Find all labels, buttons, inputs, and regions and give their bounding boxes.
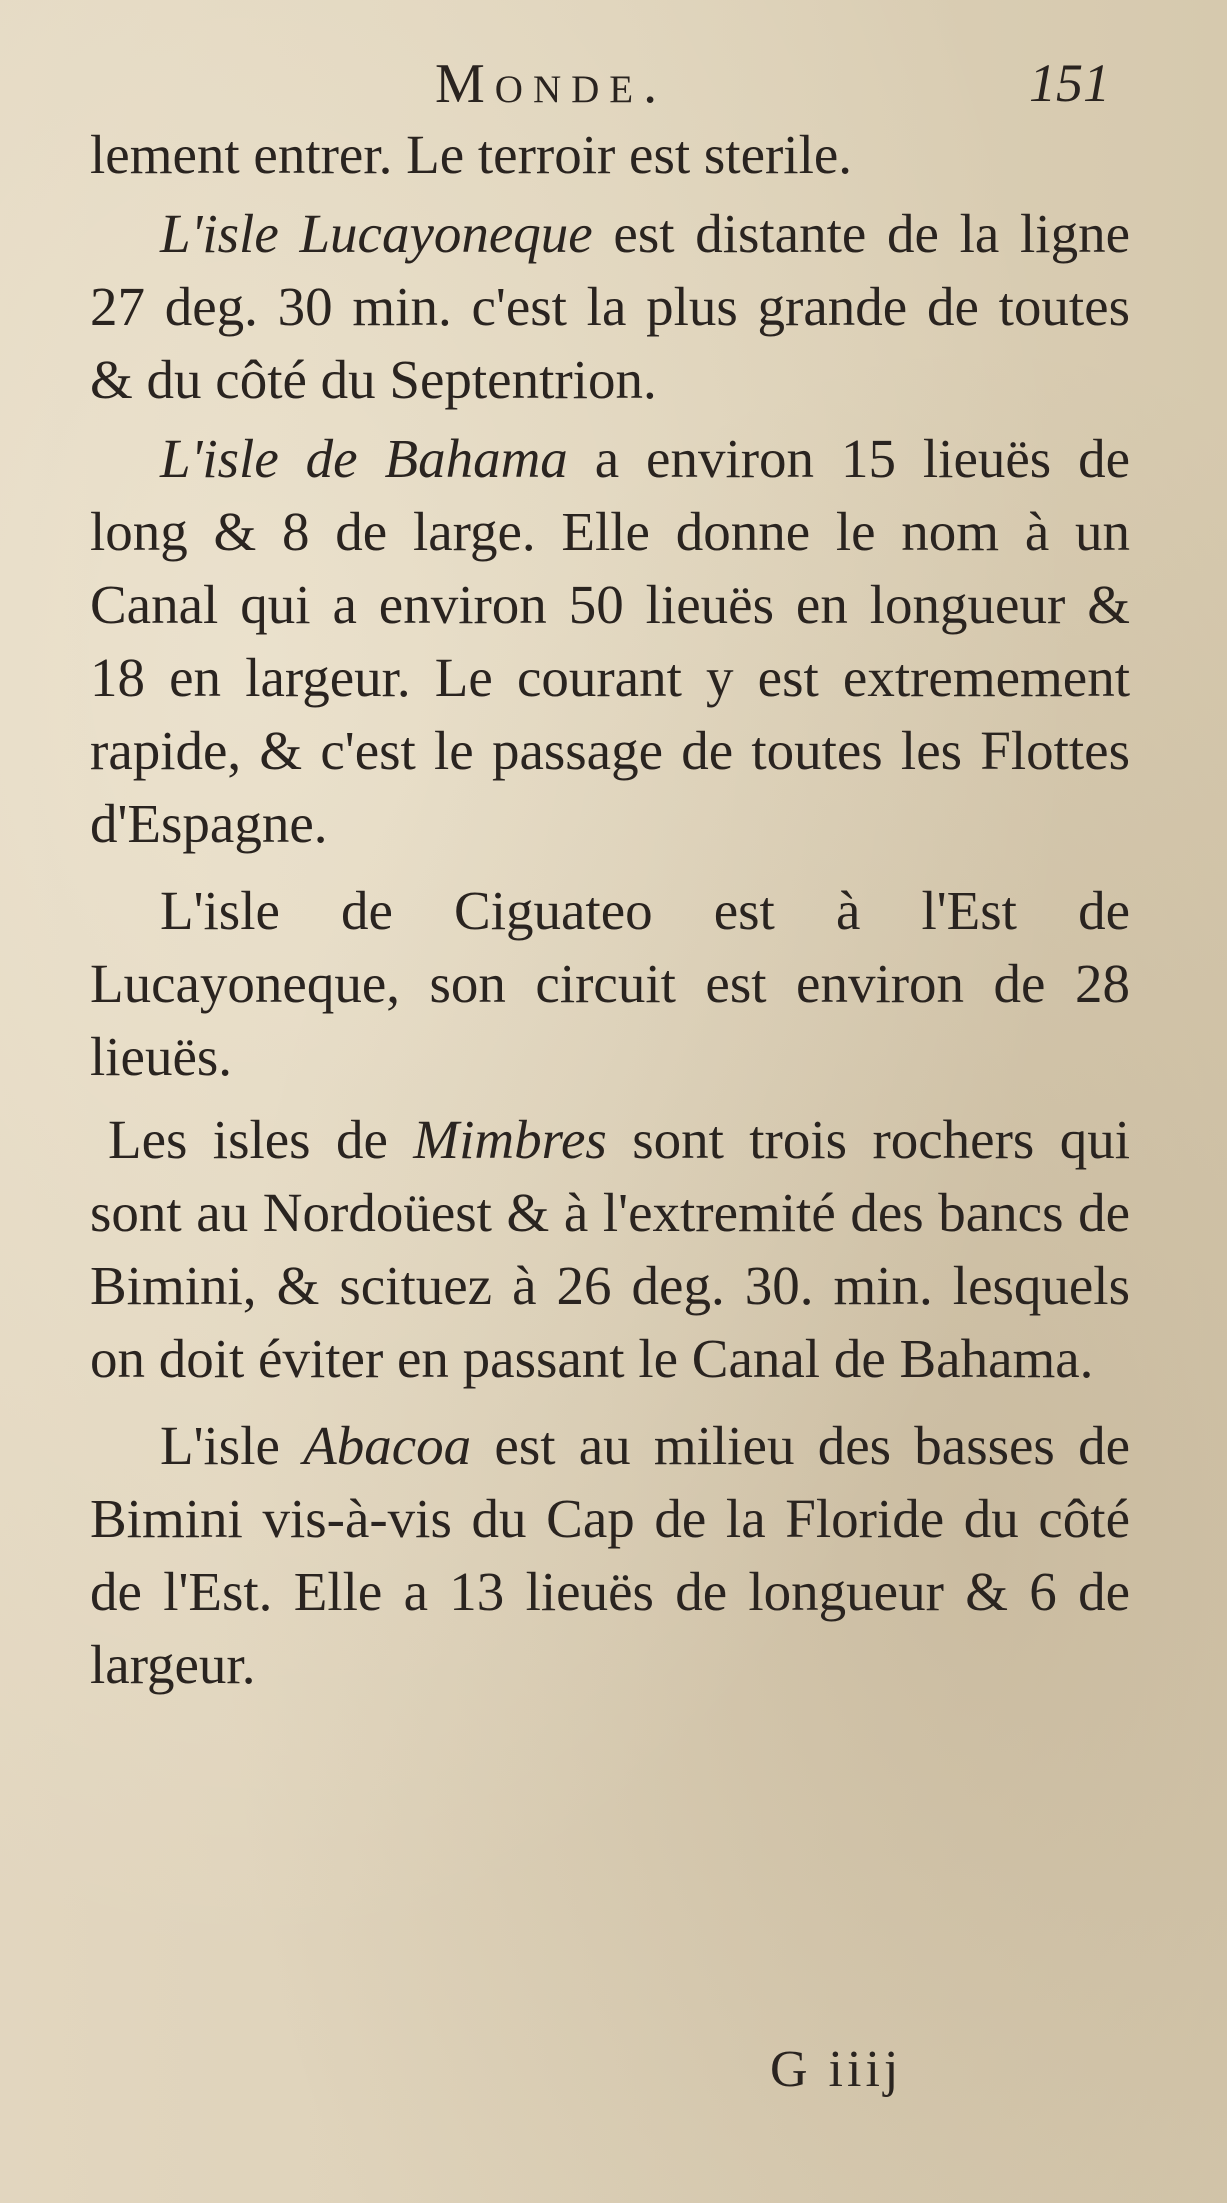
- page-header: [90, 52, 1130, 122]
- paragraph-continuation: lement entrer. Le terroir est sterile.: [90, 124, 853, 185]
- body-text: [90, 118, 1130, 1701]
- paragraph-text: Les isles de: [108, 1109, 414, 1170]
- place-name: L'isle Lucayoneque: [160, 203, 593, 264]
- paragraph-text: L'isle: [160, 1415, 304, 1476]
- signature-mark: G iiij: [770, 2041, 903, 2098]
- place-name: Mimbres: [413, 1109, 607, 1170]
- running-head: Monde.: [435, 53, 668, 115]
- paragraph-ciguateo: L'isle de Ciguateo est à l'Est de Lucayoneque, son circuit est environ de 28 lieuës.: [90, 880, 1130, 1087]
- paragraph-lucayoneque: [90, 197, 1130, 416]
- page-number: 151: [1029, 53, 1110, 113]
- paragraph-abacoa: [90, 1409, 1130, 1701]
- place-name: Abacoa: [303, 1415, 472, 1476]
- paragraph-text: est au milieu des basses de Bimini vis-à-vis du Cap de la Floride du côté de l'Est. Elle a 13 lieuës de longueur & 6 de largeur.: [90, 1415, 1130, 1695]
- place-name: L'isle de Bahama: [160, 428, 568, 489]
- paragraph-mimbres: [90, 1103, 1130, 1395]
- paragraph-text: a environ 15 lieuës de long & 8 de large. Elle donne le nom à un Canal qui a environ 50 lieuës en longueur & 18 en largeur. Le courant y est extremement rapide, & c'est le passage de toutes les Flottes d'Espagne.: [90, 428, 1130, 854]
- paragraph-text: sont trois rochers qui sont au Nordoüest & à l'extremité des bancs de Bimini, & scituez à 26 deg. 30. min. lesquels on doit éviter en passant le Canal de Bahama.: [90, 1109, 1130, 1389]
- paragraph-bahama: [90, 422, 1130, 860]
- paragraph-text: est distante de la ligne 27 deg. 30 min. c'est la plus grande de toutes & du côté du Septentrion.: [90, 203, 1130, 410]
